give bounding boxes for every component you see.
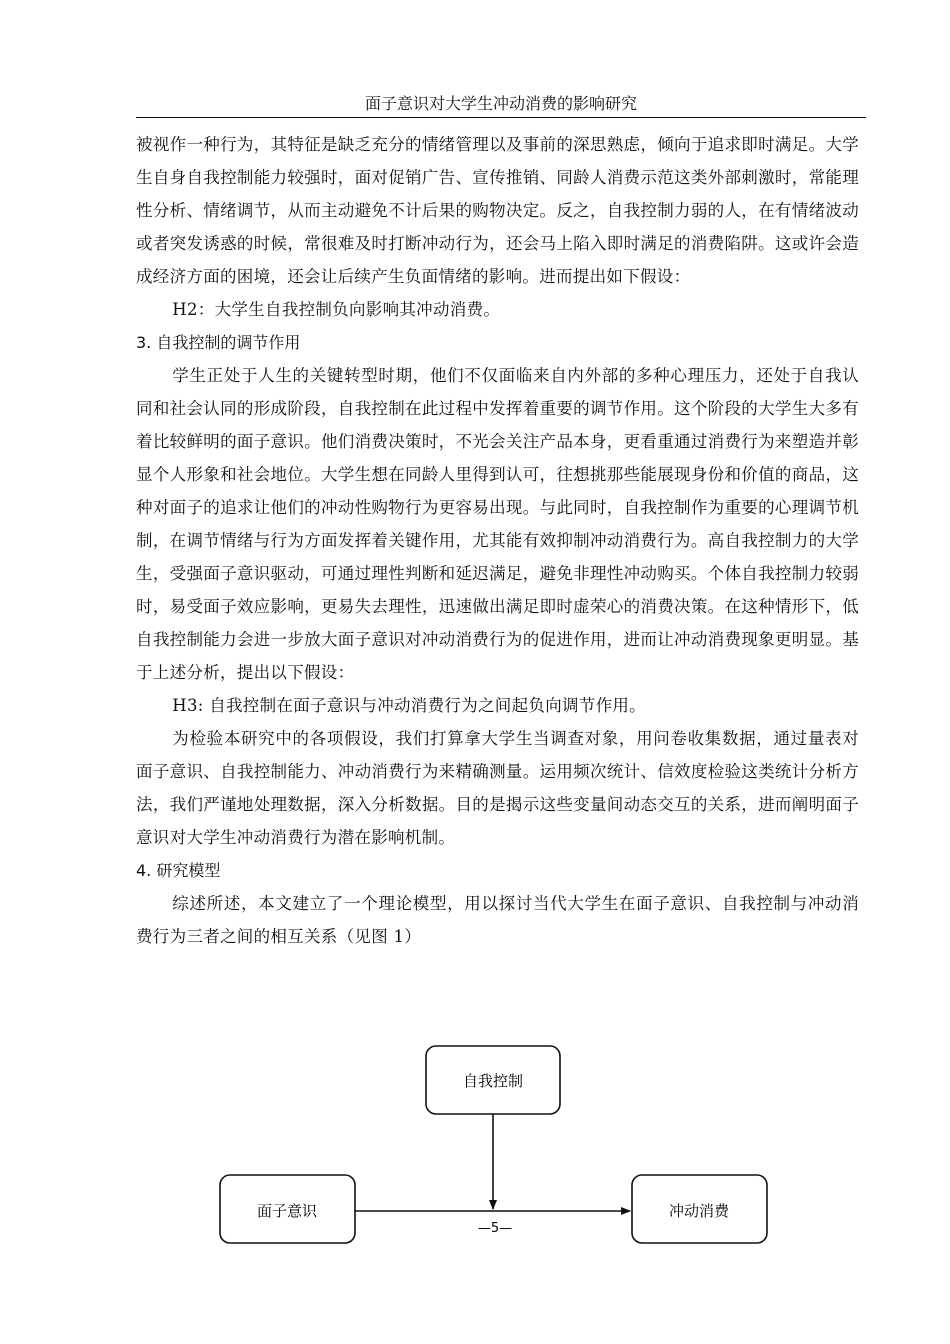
page-number: —5—	[477, 1221, 513, 1236]
hypothesis-h2: H2：大学生自我控制负向影响其冲动消费。	[172, 300, 501, 319]
paragraph-1: 被视作一种行为，其特征是缺乏充分的情绪管理以及事前的深思熟虑，倾向于追求即时满足。大学生自身自我控制能力较强时，面对促销广告、宣传推销、同龄人消费示范这类外部刺激时，常能理性分析、情绪调节，从而主动避免不计后果的购物决定。反之，自我控制力弱的人，在有情绪波动或者突发诱惑的时候，常很难及时打断冲动行为，还会马上陷入即时满足的消费陷阱。这或许会造成经济方面的困境，还会让后续产生负面情绪的影响。进而提出如下假设：	[136, 135, 859, 286]
hypothesis-h3: H3: 自我控制在面子意识与冲动消费行为之间起负向调节作用。	[172, 696, 646, 715]
impulse-consumption-node-label: 冲动消费	[668, 1202, 730, 1220]
paragraph-3: 为检验本研究中的各项假设，我们打算拿大学生当调查对象，用问卷收集数据，通过量表对面子意识、自我控制能力、冲动消费行为来精确测量。运用频次统计、信效度检验这类统计分析方法，我们严谨地处理数据，深入分析数据。目的是揭示这些变量间动态交互的关系，进而阐明面子意识对大学生冲动消费行为潜在影响机制。	[136, 729, 859, 847]
paragraph-2: 学生正处于人生的关键转型时期，他们不仅面临来自内外部的多种心理压力，还处于自我认同和社会认同的形成阶段，自我控制在此过程中发挥着重要的调节作用。这个阶段的大学生大多有着比较鲜明的面子意识。他们消费决策时，不光会关注产品本身，更看重通过消费行为来塑造并彰显个人形象和社会地位。大学生想在同龄人里得到认可，往想挑那些能展现身份和价值的商品，这种对面子的追求让他们的冲动性购物行为更容易出现。与此同时，自我控制作为重要的心理调节机制，在调节情绪与行为方面发挥着关键作用，尤其能有效抑制冲动消费行为。高自我控制力的大学生，受强面子意识驱动，可通过理性判断和延迟满足，避免非理性冲动购买。个体自我控制力较弱时，易受面子效应影响，更易失去理性，迅速做出满足即时虚荣心的消费决策。在这种情形下，低自我控制能力会进一步放大面子意识对冲动消费行为的促进作用，进而让冲动消费现象更明显。基于上述分析，提出以下假设：	[136, 366, 859, 682]
section-3-heading: 3. 自我控制的调节作用	[136, 333, 301, 352]
paragraph-4: 综述所述，本文建立了一个理论模型，用以探讨当代大学生在面子意识、自我控制与冲动消费行为三者之间的相互关系（见图 1）	[136, 894, 859, 946]
section-4-heading: 4. 研究模型	[136, 861, 221, 880]
self-control-node-label: 自我控制	[462, 1072, 524, 1090]
face-consciousness-node-label: 面子意识	[256, 1202, 318, 1220]
running-header: 面子意识对大学生冲动消费的影响研究	[364, 94, 637, 113]
